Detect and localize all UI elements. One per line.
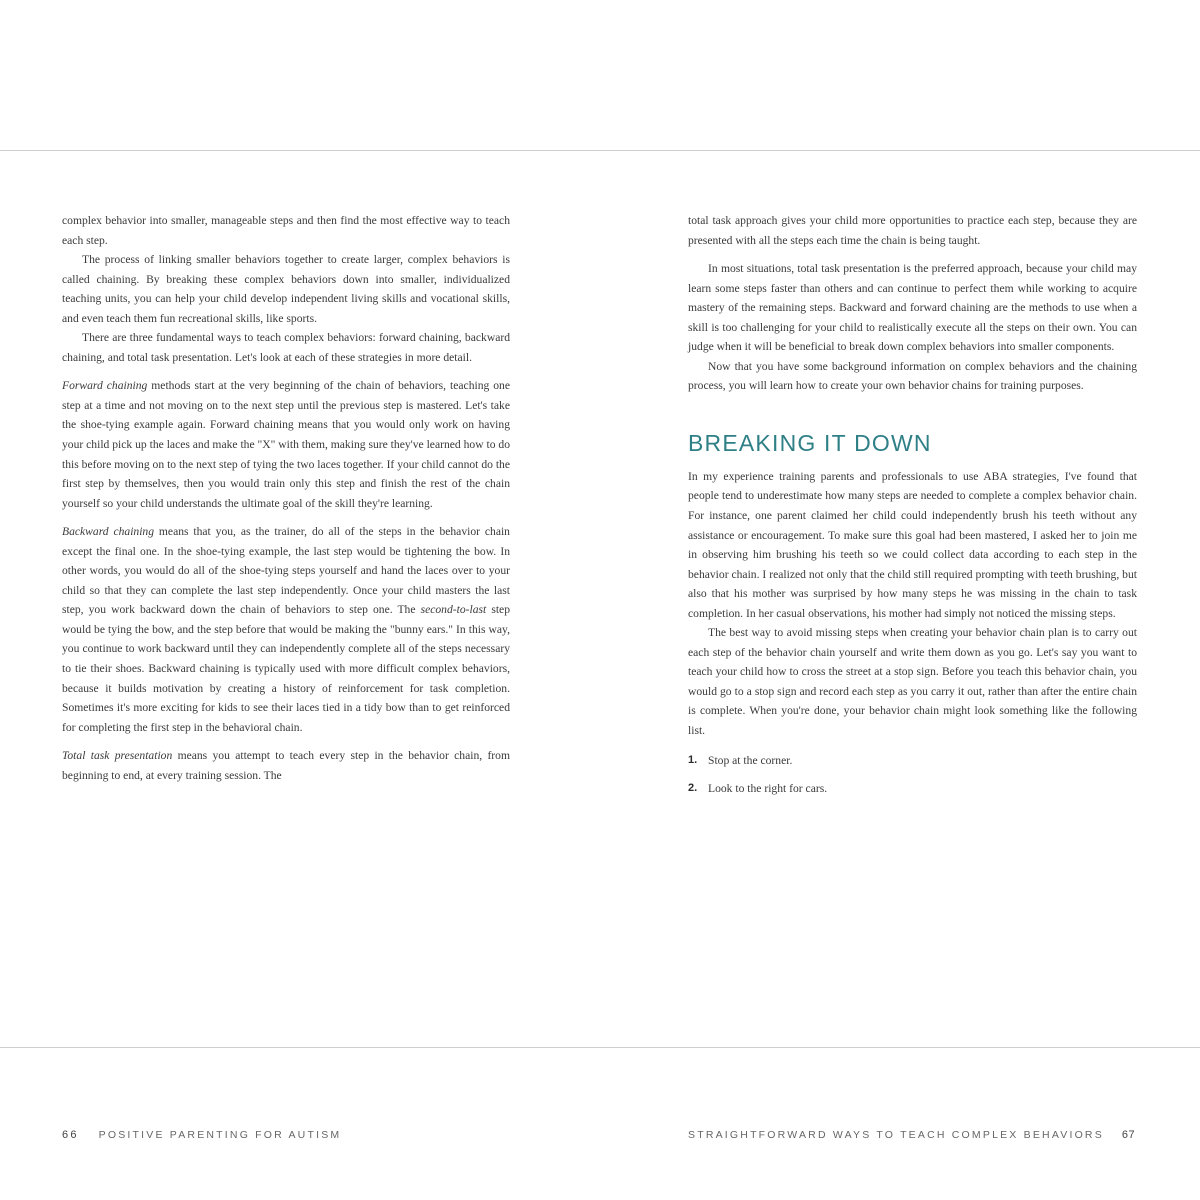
- list-item-number: 2.: [688, 782, 698, 795]
- forward-chaining-paragraph: [62, 376, 510, 513]
- forward-chaining-term: Forward chaining: [62, 379, 148, 393]
- total-task-paragraph: [62, 746, 510, 785]
- right-paragraph-5: The best way to avoid missing steps when creating your behavior chain plan is to carry out each step of the behavior chain yourself and write them down as you go. Let's say you want to teach your child how to cross the street at a stop sign. Before you teach this behavior chain, you would go to a stop sign and record each step as you carry it out, rather than after the entire chain is complete. When you're done, your behavior chain might look something like the following list.: [688, 626, 1137, 738]
- section-heading: BREAKING IT DOWN: [688, 429, 932, 456]
- right-paragraph-2: In most situations, total task presentation is the preferred approach, because your child may learn some steps faster than others and can continue to perfect them while working to acquire mastery of the remaining steps. Backward and forward chaining are the methods to use when a skill is too challenging for your child to realistically execute all the steps on their own. You can judge when it will be beneficial to break down complex behaviors into smaller components.: [688, 262, 1137, 354]
- right-page: [688, 211, 1137, 808]
- right-paragraph-1: total task approach gives your child more opportunities to practice each step, because they are presented with all the steps each time the chain is being taught.: [688, 214, 1137, 247]
- right-footer: [688, 1129, 1135, 1141]
- left-paragraph-1: complex behavior into smaller, manageable steps and then find the most effective way to teach each step.: [62, 214, 510, 247]
- total-task-text: means you attempt to teach every step in the behavior chain, from beginning to end, at every training session. The: [62, 749, 510, 782]
- list-item-number: 1.: [688, 753, 698, 766]
- left-page: [62, 211, 510, 785]
- list-item-text: Stop at the corner.: [708, 753, 793, 767]
- backward-chaining-text-2: step would be tying the bow, and the step before that would be making the "bunny ears." In this way, you continue to work backward until they can independently complete all of the steps necessary to tie their shoes. Backward chaining is typically used with more difficult complex behaviors, because it builds motivation by creating a history of reinforcement for task completion. Sometimes it's more exciting for kids to see their laces tied in a tidy bow than to get reinforced for completing the first step in the behavioral chain.: [62, 603, 511, 734]
- list-item: [688, 751, 1137, 771]
- left-paragraph-2: The process of linking smaller behaviors together to create larger, complex behaviors is called chaining. By breaking these complex behaviors down into smaller, individualized teaching units, you can help your child develop independent living skills and vocational skills, and even teach them fun recreational skills, like sports.: [62, 253, 510, 325]
- left-paragraph-3: There are three fundamental ways to teach complex behaviors: forward chaining, backward chaining, and total task presentation. Let's look at each of these strategies in more detail.: [62, 331, 510, 364]
- list-item: [688, 779, 1137, 799]
- backward-chaining-term: Backward chaining: [62, 525, 155, 539]
- right-page-number: 67: [1121, 1129, 1136, 1141]
- backward-chaining-text-1: means that you, as the trainer, do all of the steps in the behavior chain except the final one. In the shoe-tying example, the last step would be tightening the bow. In other words, you would do all of the shoe-tying steps yourself and hand the laces over to your child so that they can complete the last step independently. Once your child masters the last step, you work backward down the chain of behaviors to step one. The: [62, 525, 510, 617]
- right-paragraph-3: Now that you have some background information on complex behaviors and the chaining process, you will learn how to create your own behavior chains for training purposes.: [688, 359, 1137, 393]
- right-paragraph-4: In my experience training parents and professionals to use ABA strategies, I've found that people tend to underestimate how many steps are needed to complete a complex behavior chain. For instance, one parent claimed her child could independently brush his teeth without any assistance or encouragement. To make sure this goal had been mastered, I asked her to join me in observing him brushing his teeth so we could collect data according to each step in the behavior chain. I realized not only that the child still required prompting with teeth brushing, but also that his mother was surprised by how many steps he was missing in the chain to task completion. In her casual observations, his mother had simply not noticed the missing steps.: [688, 469, 1137, 620]
- backward-chaining-paragraph: [62, 522, 510, 737]
- left-running-head: POSITIVE PARENTING FOR AUTISM: [98, 1129, 342, 1141]
- total-task-term: Total task presentation: [62, 749, 173, 763]
- right-running-head: STRAIGHTFORWARD WAYS TO TEACH COMPLEX BEHAVIORS: [688, 1129, 1104, 1141]
- list-item-text: Look to the right for cars.: [708, 782, 828, 796]
- behavior-chain-list: [688, 751, 1137, 799]
- left-page-number: 66: [62, 1129, 79, 1141]
- forward-chaining-text: methods start at the very beginning of the chain of behaviors, teaching one step at a time and not moving on to the next step until the previous step is mastered. Let's take the shoe-tying example again. Forward chaining means that you would only work on having your child pick up the laces and make the "X" with them, making sure they've learned how to do this before moving on to the next step of tying the two laces together. If your child cannot do the first step by themselves, then you would train only this step and finish the rest of the chain yourself so your child understands the ultimate goal of the skill they're learning.: [62, 379, 510, 510]
- left-footer: [62, 1129, 341, 1141]
- book-spread: [0, 150, 1200, 1141]
- second-to-last-emphasis: second-to-last: [420, 603, 487, 617]
